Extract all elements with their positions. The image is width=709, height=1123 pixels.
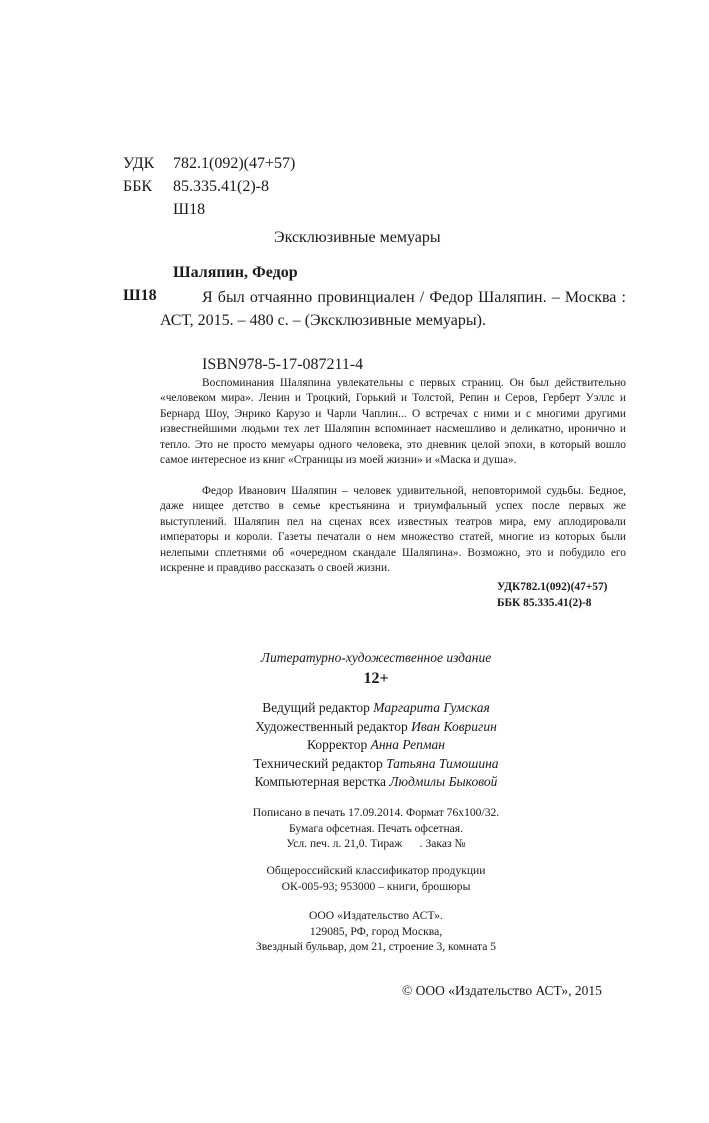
udk-label: УДК [123, 155, 155, 172]
bbk-label: ББК [123, 178, 153, 195]
credit-line: Художественный редактор Иван Ковригин [255, 718, 497, 734]
publisher-address [0, 908, 709, 955]
product-classifier [0, 863, 709, 894]
credit-line: Корректор Анна Репман [307, 737, 445, 752]
author-heading: Шаляпин, Федор [173, 264, 298, 281]
age-rating: 12+ [363, 670, 389, 687]
bbk-value: 85.335.41(2)-8 [173, 178, 269, 195]
classifier-line: ОК-005-93; 953000 – книги, брошюры [281, 879, 471, 893]
isbn: ISBN978-5-17-087211-4 [202, 356, 364, 373]
credit-line: Компьютерная верстка Людмилы Быковой [254, 774, 498, 789]
publisher-line: 129085, РФ, город Москва, [309, 924, 443, 938]
udk-value: 782.1(092)(47+57) [173, 155, 296, 172]
print-info [0, 805, 709, 852]
bibliographic-description: Я был отчаянно провинциален / Федор Шаляпин. – Москва : АСТ, 2015. – 480 с. – (Эксклюзивные мемуары). [160, 289, 626, 329]
abstract-paragraph-2: Федор Иванович Шаляпин – человек удивительной, неповторимой судьбы. Бедное, даже нищее детство в семье крестьянина и триумфальный успех после первых же выступлений. Шаляпин пел на сценах всех известных театров мира, ему аплодировали императоры и короли. Газеты печатали о нем множество статей, многие из которых были нелепыми сплетнями об «очередном скандале Шаляпина». Возможно, это и побудило его искренне и правдиво рассказать о своей жизни. [160, 485, 626, 575]
publisher-line: Звездный бульвар, дом 21, строение 3, комната 5 [255, 940, 497, 954]
print-line: Усл. печ. л. 21,0. Тираж . Заказ № [286, 837, 466, 851]
udk-right: УДК782.1(092)(47+57) [497, 581, 608, 593]
credit-line: Ведущий редактор Маргарита Гумская [262, 700, 490, 715]
series-title: Эксклюзивные мемуары [274, 229, 441, 246]
classifier-line: Общероссийский классификатор продукции [266, 864, 486, 877]
print-line: Бумага офсетная. Печать офсетная. [288, 821, 464, 835]
abstract-paragraph-1: Воспоминания Шаляпина увлекательны с первых страниц. Он был действительно «человеком мира». Ленин и Троцкий, Горький и Толстой, Репин и Серов, Герберт Уэллс и Бернард Шоу, Энрико Карузо и Чарли Чаплин... О встречах с ними и с многими другими известнейшими людьми тех лет Шаляпин вспоминает насмешливо и деликатно, иронично и тепло. Это не просто мемуары одного человека, это дневник целой эпохи, в который вошло самое интересное из книг «Страницы из моей жизни» и «Маска и душа». [160, 377, 626, 467]
author-code: Ш18 [123, 287, 157, 304]
copyright: © ООО «Издательство АСТ», 2015 [402, 983, 602, 998]
bbk-right: ББК 85.335.41(2)-8 [497, 597, 592, 609]
author-mark: Ш18 [173, 201, 206, 218]
print-line: Пописано в печать 17.09.2014. Формат 76х100/32. [252, 806, 500, 819]
credits [0, 699, 709, 792]
publisher-line: ООО «Издательство АСТ». [309, 909, 443, 922]
genre: Литературно-художественное издание [260, 650, 492, 665]
credit-line: Технический редактор Татьяна Тимошина [253, 755, 499, 771]
